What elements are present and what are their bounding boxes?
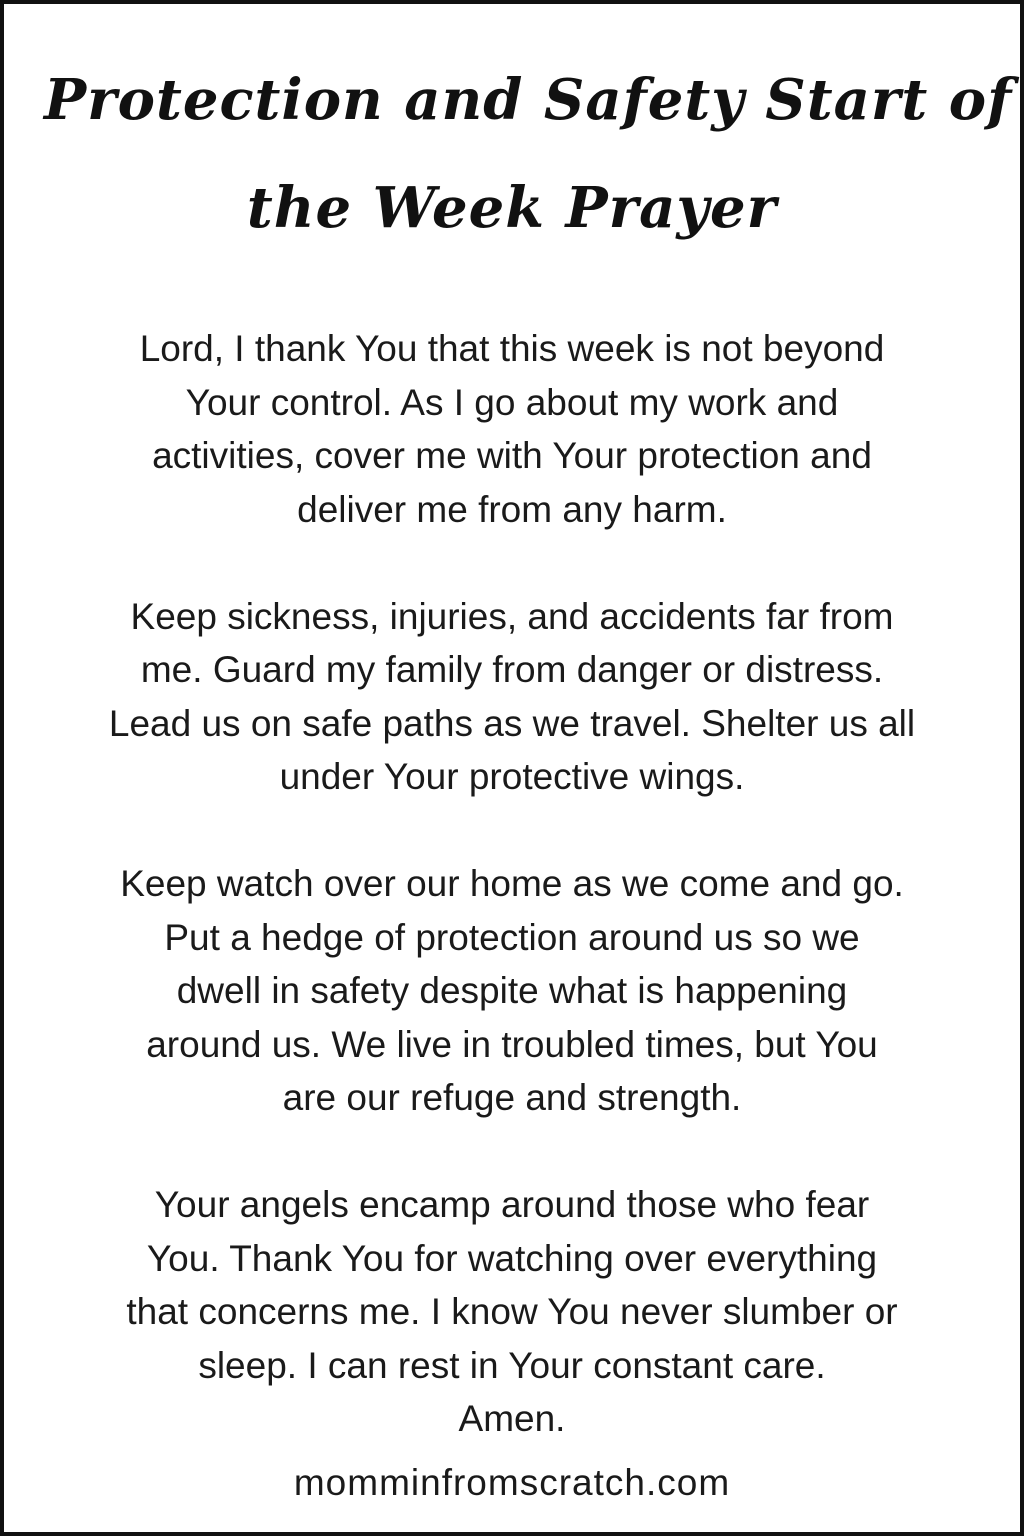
title-line-1: Protection and Safety Start of (44, 67, 1013, 133)
prayer-paragraph-4 (4, 1178, 1020, 1446)
paragraph-line: Keep watch over our home as we come and go. (120, 863, 904, 904)
paragraph-line: Lead us on safe paths as we travel. Shelter us all (108, 702, 916, 744)
paragraph-line: deliver me from any harm. (297, 488, 727, 530)
prayer-paragraph-2 (4, 590, 1020, 804)
title-line-2: the Week Prayer (246, 175, 778, 241)
paragraph-line: You. Thank You for watching over everything (146, 1237, 878, 1279)
prayer-paragraph-3 (4, 857, 1020, 1125)
paragraph-line: Keep sickness, injuries, and accidents far from (130, 595, 894, 637)
paragraph-line: are our refuge and strength. (282, 1077, 742, 1118)
paragraph-line: under Your protective wings. (279, 756, 745, 797)
paragraph-line: me. Guard my family from danger or distress. (140, 649, 884, 690)
page-title (4, 46, 1020, 262)
paragraph-line: around us. We live in troubled times, but You (146, 1023, 878, 1065)
paragraph-line: that concerns me. I know You never slumber or (126, 1291, 898, 1332)
paragraph-line: Your control. As I go about my work and (185, 381, 839, 423)
paragraph-line: dwell in safety despite what is happening (176, 970, 848, 1011)
amen-line: Amen. (458, 1398, 566, 1439)
paragraph-line: Put a hedge of protection around us so we (164, 916, 860, 958)
prayer-body (4, 322, 1020, 1446)
paragraph-line: sleep. I can rest in Your constant care. (198, 1344, 826, 1386)
prayer-paragraph-1 (4, 322, 1020, 536)
paragraph-line: activities, cover me with Your protection and (152, 435, 872, 476)
website-footer: momminfromscratch.com (293, 1462, 731, 1503)
paragraph-line: Your angels encamp around those who fear (154, 1184, 870, 1225)
paragraph-line: Lord, I thank You that this week is not beyond (139, 328, 885, 369)
